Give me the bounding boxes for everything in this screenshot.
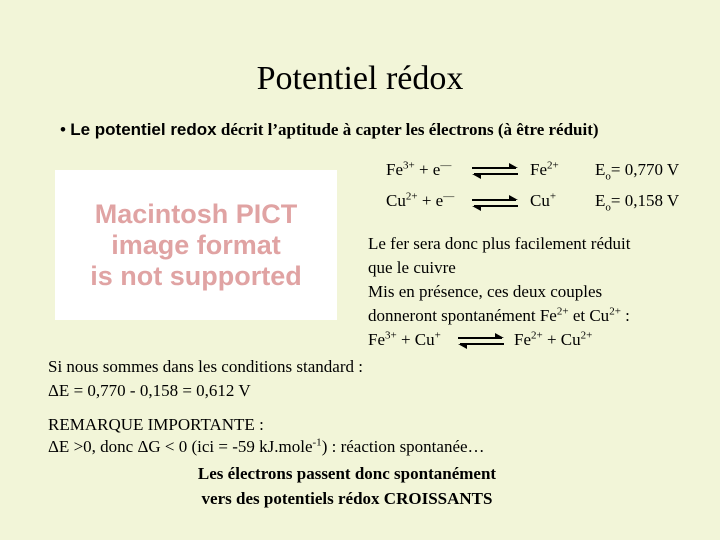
eq1-plus-e: + e — [414, 160, 441, 179]
equilibrium-arrow-icon — [470, 161, 520, 181]
para-line-3: Mis en présence, ces deux couples — [368, 282, 603, 301]
reaction-d: + Cu — [542, 330, 581, 349]
slide-title: Potentiel rédox — [256, 60, 464, 97]
conclusion — [0, 461, 694, 511]
eq1-e0-value: = 0,770 V — [610, 160, 680, 179]
standard-potential-cu — [595, 191, 680, 214]
equation-fe-oxidant — [386, 160, 451, 180]
reaction-a-sup: 3+ — [385, 329, 397, 342]
pict-line-1: Macintosh PICT — [94, 198, 298, 229]
eq2-red-charge: + — [549, 190, 557, 203]
eq1-e0-label: E — [595, 160, 606, 179]
para-line-1: Le fer sera donc plus facilement réduit — [368, 234, 631, 253]
equation-fe-reductant — [530, 160, 559, 180]
para-line-4 — [368, 304, 630, 328]
eq2-plus-e: + e — [417, 191, 444, 210]
pict-line-2: image format — [111, 229, 281, 260]
reaction-products — [514, 328, 592, 352]
equation-cu-reductant — [530, 191, 556, 211]
eq2-electron-charge: — — [443, 190, 455, 203]
standard-potential-fe — [595, 160, 680, 183]
eq1-red-base: Fe — [530, 160, 547, 179]
para-line-2: que le cuivre — [368, 258, 456, 277]
para-line-4-a-sup: 2+ — [556, 305, 569, 318]
reaction-b-sup: + — [434, 329, 441, 342]
equilibrium-arrow-icon — [456, 331, 506, 351]
remark-body — [48, 436, 485, 458]
reaction-d-sup: 2+ — [580, 329, 593, 342]
equation-cu-oxidant — [386, 191, 454, 211]
conclusion-line-1: Les électrons passent donc spontanément — [197, 464, 497, 483]
eq2-red-base: Cu — [530, 191, 550, 210]
reaction-c: Fe — [514, 330, 531, 349]
eq1-ox-charge: 3+ — [403, 159, 415, 172]
reaction-reactants — [368, 328, 441, 352]
reaction-b: + Cu — [396, 330, 435, 349]
eq1-red-charge: 2+ — [547, 159, 559, 172]
para-line-4-b: et Cu — [568, 306, 610, 325]
conclusion-line-2: vers des potentiels rédox CROISSANTS — [201, 489, 493, 508]
delta-e-calculation: ΔE = 0,770 - 0,158 = 0,612 V — [48, 381, 251, 400]
bullet-marker: • — [60, 120, 66, 139]
bullet-rest: décrit l’aptitude à capter les électrons (à être réduit) — [216, 120, 599, 139]
conditions-line-1: Si nous sommes dans les conditions standard : — [48, 357, 363, 376]
equilibrium-arrow-icon — [470, 193, 520, 213]
remark-body-sup: -1 — [312, 436, 322, 449]
remark-heading: REMARQUE IMPORTANTE : — [48, 415, 264, 434]
overall-reaction — [368, 328, 630, 352]
eq1-electron-charge: — — [440, 159, 452, 172]
para-line-4-b-sup: 2+ — [609, 305, 621, 318]
eq1-e0-sub: o — [605, 170, 611, 183]
reaction-a: Fe — [368, 330, 385, 349]
remark-body-b: ) : réaction spontanée… — [321, 437, 485, 456]
definition-bullet — [60, 120, 599, 140]
unsupported-image-placeholder — [55, 170, 337, 320]
eq2-ox-base: Cu — [386, 191, 406, 210]
explanation-paragraph — [368, 232, 630, 352]
reaction-c-sup: 2+ — [531, 329, 543, 342]
important-remark — [48, 414, 485, 458]
eq2-ox-charge: 2+ — [405, 190, 418, 203]
eq2-e0-sub: o — [605, 201, 611, 214]
eq2-e0-label: E — [595, 191, 606, 210]
para-line-4-c: : — [620, 306, 630, 325]
para-line-4-a: donneront spontanément Fe — [368, 306, 557, 325]
standard-conditions — [48, 355, 363, 403]
eq1-ox-base: Fe — [386, 160, 403, 179]
bullet-lead: Le potentiel redox — [70, 120, 217, 139]
pict-line-3: is not supported — [90, 260, 302, 291]
remark-body-a: ΔE >0, donc ΔG < 0 (ici = -59 kJ.mole — [48, 437, 313, 456]
eq2-e0-value: = 0,158 V — [610, 191, 680, 210]
